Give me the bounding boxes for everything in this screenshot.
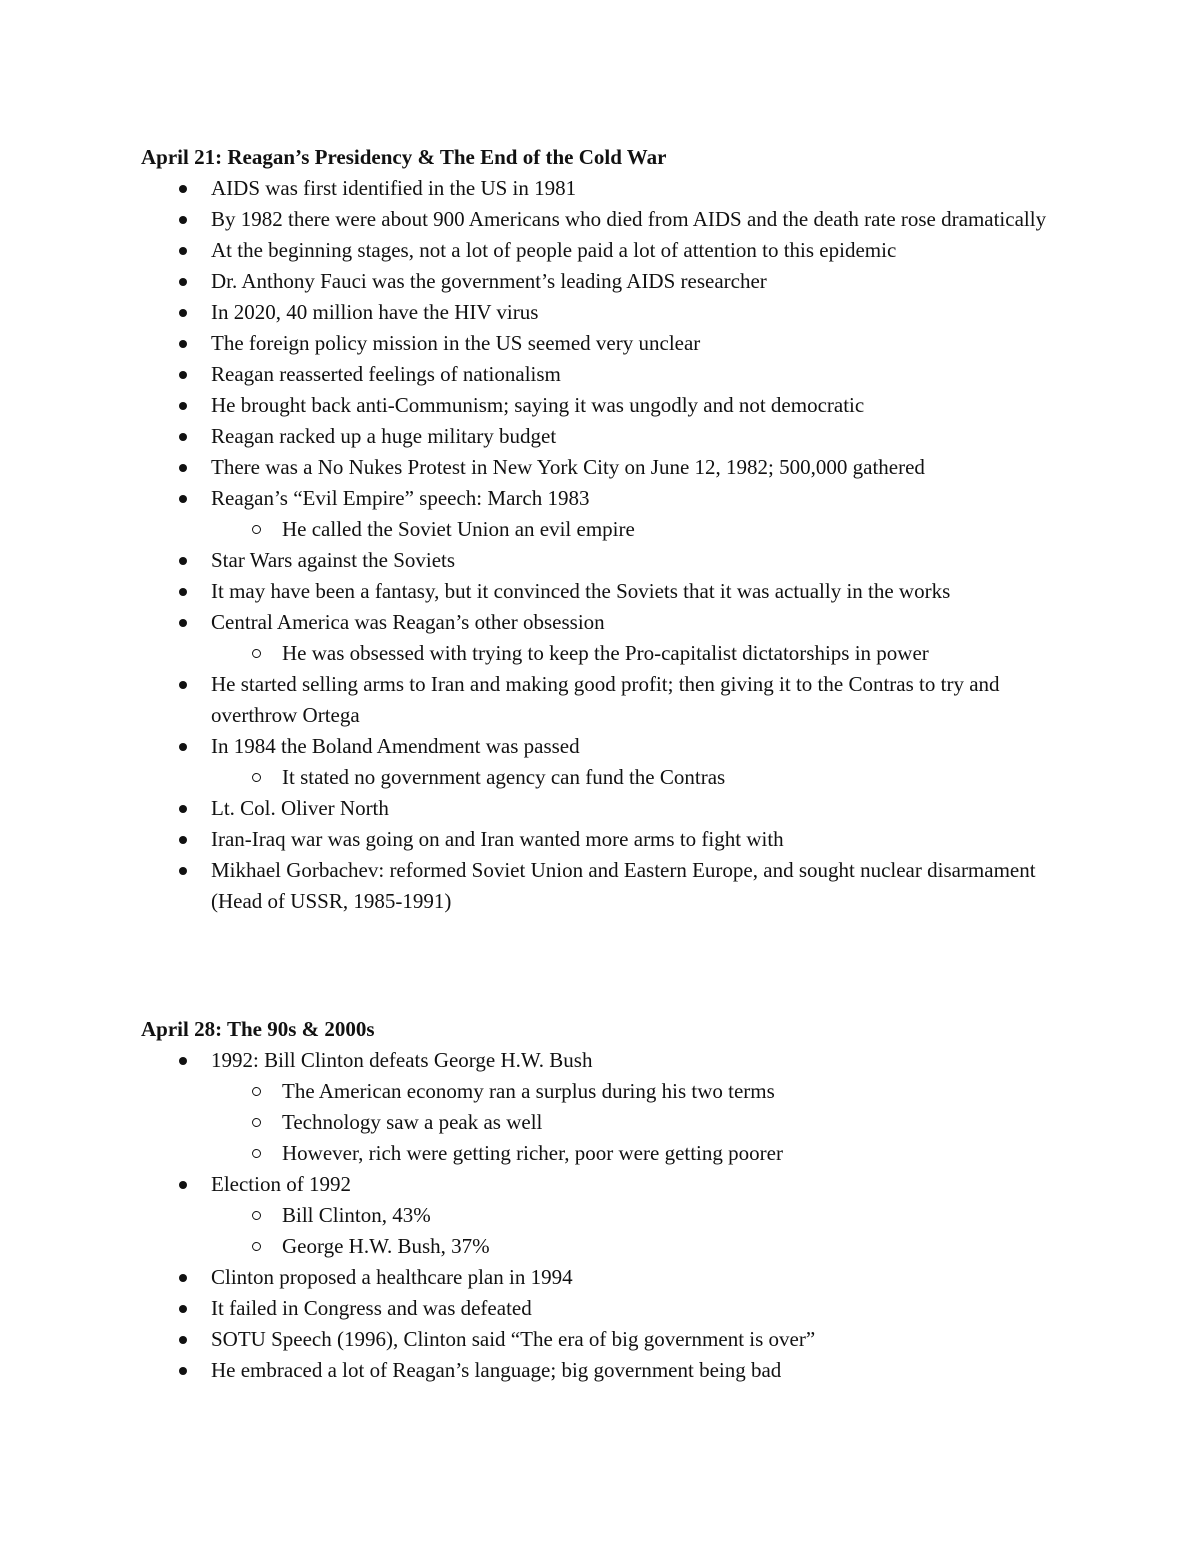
section-heading: April 21: Reagan’s Presidency & The End of the Cold War [141, 145, 667, 169]
list-item-text: Lt. Col. Oliver North [211, 796, 389, 820]
hollow-bullet-icon [252, 773, 261, 782]
bullet-icon [179, 216, 187, 224]
sub-list-item [211, 1200, 1071, 1231]
list-item-text: He started selling arms to Iran and making good profit; then giving it to the Contras to try and overthrow Ortega [211, 672, 1000, 727]
list-item [141, 235, 1071, 266]
bullet-icon [179, 495, 187, 503]
sub-list-item [211, 638, 1071, 669]
hollow-bullet-icon [252, 1242, 261, 1251]
list-item [141, 452, 1071, 483]
list-item-text: 1992: Bill Clinton defeats George H.W. Bush [211, 1048, 593, 1072]
list-item-text: The foreign policy mission in the US seemed very unclear [211, 331, 701, 355]
list-item-text: SOTU Speech (1996), Clinton said “The era of big government is over” [211, 1327, 816, 1351]
sub-bullet-list [211, 1076, 1071, 1169]
list-item [141, 328, 1071, 359]
bullet-icon [179, 681, 187, 689]
list-item-text: There was a No Nukes Protest in New York City on June 12, 1982; 500,000 gathered [211, 455, 925, 479]
bullet-icon [179, 619, 187, 627]
list-item-text: Reagan reasserted feelings of nationalism [211, 362, 561, 386]
hollow-bullet-icon [252, 1211, 261, 1220]
list-item [141, 1324, 1071, 1355]
bullet-icon [179, 464, 187, 472]
bullet-icon [179, 743, 187, 751]
hollow-bullet-icon [252, 1087, 261, 1096]
bullet-icon [179, 805, 187, 813]
list-item [141, 390, 1071, 421]
list-item [141, 421, 1071, 452]
list-item [141, 204, 1071, 235]
list-item-text: At the beginning stages, not a lot of people paid a lot of attention to this epidemic [211, 238, 897, 262]
bullet-icon [179, 402, 187, 410]
list-item-text: Reagan racked up a huge military budget [211, 424, 557, 448]
list-item [141, 793, 1071, 824]
bullet-list [141, 1045, 1071, 1386]
sub-list-item [211, 1231, 1071, 1262]
list-item [141, 607, 1071, 669]
list-item [141, 1293, 1071, 1324]
list-item [141, 669, 1071, 731]
bullet-icon [179, 247, 187, 255]
list-item-text: Dr. Anthony Fauci was the government’s leading AIDS researcher [211, 269, 767, 293]
sub-list-item-text: Technology saw a peak as well [282, 1110, 543, 1134]
bullet-icon [179, 1181, 187, 1189]
bullet-icon [179, 867, 187, 875]
list-item-text: Election of 1992 [211, 1172, 351, 1196]
list-item [141, 731, 1071, 793]
sub-list-item-text: He called the Soviet Union an evil empire [282, 517, 635, 541]
list-item-text: Iran-Iraq war was going on and Iran wanted more arms to fight with [211, 827, 784, 851]
bullet-icon [179, 185, 187, 193]
list-item [141, 576, 1071, 607]
sub-list-item [211, 1138, 1071, 1169]
bullet-icon [179, 371, 187, 379]
sub-bullet-list [211, 762, 1071, 793]
list-item [141, 1169, 1071, 1262]
sub-bullet-list [211, 514, 1071, 545]
hollow-bullet-icon [252, 1149, 261, 1158]
list-item-text: He brought back anti-Communism; saying it was ungodly and not democratic [211, 393, 865, 417]
list-item-text: AIDS was first identified in the US in 1981 [211, 176, 577, 200]
sub-list-item-text: The American economy ran a surplus during his two terms [282, 1079, 775, 1103]
sub-list-item-text: However, rich were getting richer, poor were getting poorer [282, 1141, 783, 1165]
bullet-icon [179, 278, 187, 286]
list-item [141, 297, 1071, 328]
list-item-text: Star Wars against the Soviets [211, 548, 456, 572]
list-item [141, 1045, 1071, 1169]
sub-list-item [211, 514, 1071, 545]
sub-list-item [211, 1107, 1071, 1138]
list-item-text: Reagan’s “Evil Empire” speech: March 1983 [211, 486, 590, 510]
list-item [141, 483, 1071, 545]
list-item-text: In 1984 the Boland Amendment was passed [211, 734, 580, 758]
bullet-icon [179, 1336, 187, 1344]
list-item [141, 359, 1071, 390]
list-item [141, 824, 1071, 855]
sub-list-item-text: George H.W. Bush, 37% [282, 1234, 490, 1258]
list-item-text: It may have been a fantasy, but it convinced the Soviets that it was actually in the works [211, 579, 951, 603]
bullet-icon [179, 340, 187, 348]
sub-list-item-text: It stated no government agency can fund the Contras [282, 765, 726, 789]
list-item [141, 545, 1071, 576]
list-item-text: It failed in Congress and was defeated [211, 1296, 532, 1320]
bullet-icon [179, 309, 187, 317]
section-april-28 [141, 1014, 1071, 1386]
hollow-bullet-icon [252, 1118, 261, 1127]
sub-list-item-text: Bill Clinton, 43% [282, 1203, 431, 1227]
list-item-text: In 2020, 40 million have the HIV virus [211, 300, 539, 324]
bullet-icon [179, 588, 187, 596]
list-item [141, 173, 1071, 204]
section-april-21 [141, 142, 1071, 917]
sub-bullet-list [211, 638, 1071, 669]
hollow-bullet-icon [252, 525, 261, 534]
bullet-icon [179, 1057, 187, 1065]
hollow-bullet-icon [252, 649, 261, 658]
list-item-text: Central America was Reagan’s other obsession [211, 610, 605, 634]
sub-bullet-list [211, 1200, 1071, 1262]
bullet-icon [179, 1274, 187, 1282]
list-item-text: By 1982 there were about 900 Americans who died from AIDS and the death rate rose dramatically [211, 207, 1047, 231]
list-item-text: Mikhael Gorbachev: reformed Soviet Union and Eastern Europe, and sought nuclear disarmament (Head of USSR, 1985-1991) [211, 858, 1036, 913]
list-item-text: Clinton proposed a healthcare plan in 1994 [211, 1265, 573, 1289]
bullet-list [141, 173, 1071, 917]
bullet-icon [179, 1305, 187, 1313]
sub-list-item [211, 762, 1071, 793]
bullet-icon [179, 433, 187, 441]
list-item [141, 266, 1071, 297]
list-item-text: He embraced a lot of Reagan’s language; big government being bad [211, 1358, 782, 1382]
bullet-icon [179, 1367, 187, 1375]
list-item [141, 1262, 1071, 1293]
list-item [141, 855, 1071, 917]
section-heading: April 28: The 90s & 2000s [141, 1017, 375, 1041]
bullet-icon [179, 557, 187, 565]
sub-list-item-text: He was obsessed with trying to keep the Pro-capitalist dictatorships in power [282, 641, 929, 665]
bullet-icon [179, 836, 187, 844]
sub-list-item [211, 1076, 1071, 1107]
list-item [141, 1355, 1071, 1386]
